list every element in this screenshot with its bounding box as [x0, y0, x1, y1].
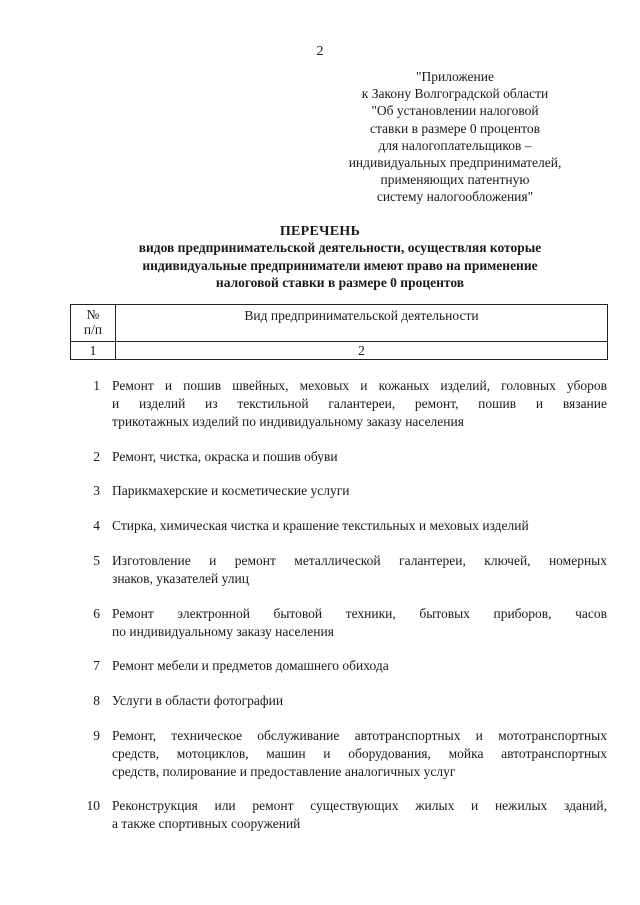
item-line: Стирка, химическая чистка и крашение текстильных и меховых изделий: [112, 518, 529, 533]
item-number: 7: [93, 658, 100, 673]
item-line: средств, полирование и предоставление аналогичных услуг: [112, 764, 456, 779]
item-text: [112, 605, 607, 641]
item-line: Изготовление и ремонт металлической галантереи, ключей, номерных: [112, 553, 607, 568]
item-line: Ремонт, техническое обслуживание автотранспортных и мототранспортных: [112, 728, 607, 743]
item-text: [112, 692, 607, 710]
appendix-line: индивидуальных предпринимателей,: [348, 155, 562, 171]
subtitle-line: видов предпринимательской деятельности, осуществляя которые: [138, 240, 542, 255]
item-line: Парикмахерские и косметические услуги: [112, 483, 350, 498]
appendix-line: ставки в размере 0 процентов: [369, 120, 540, 136]
item-line: средств, мотоциклов, машин и оборудования, мойка автотранспортных: [112, 746, 607, 761]
header-table: [70, 304, 608, 360]
document-title: ПЕРЕЧЕНЬ: [279, 224, 361, 239]
subtitle-line: налоговой ставки в размере 0 процентов: [215, 275, 465, 290]
item-line: Ремонт мебели и предметов домашнего обихода: [112, 658, 389, 673]
subtitle-line: индивидуальные предприниматели имеют право на применение: [142, 257, 538, 273]
item-line: Ремонт, чистка, окраска и пошив обуви: [112, 449, 338, 464]
item-text: [112, 657, 607, 675]
item-number: 10: [86, 798, 100, 813]
item-number: 1: [93, 378, 100, 393]
appendix-line: "Об установлении налоговой: [371, 103, 539, 119]
item-line: Реконструкция или ремонт существующих жилых и нежилых зданий,: [112, 798, 607, 813]
item-number: 5: [93, 553, 100, 568]
appendix-line: систему налогообложения": [376, 189, 534, 205]
item-line: трикотажных изделий по индивидуальному заказу населения: [112, 414, 464, 429]
num-header-line2: п/п: [83, 322, 103, 337]
item-line: Ремонт и пошив швейных, меховых и кожаных изделий, головных уборов: [112, 378, 607, 393]
appendix-line: применяющих патентную: [380, 172, 530, 188]
item-line: знаков, указателей улиц: [112, 571, 249, 586]
num-column-header: [71, 305, 116, 342]
item-line: по индивидуальному заказу населения: [112, 624, 334, 639]
item-text: [112, 552, 607, 588]
item-number: 4: [93, 518, 100, 533]
item-line: Услуги в области фотографии: [112, 693, 284, 708]
kind-column-header: [116, 305, 608, 342]
item-line: Ремонт электронной бытовой техники, бытовых приборов, часов: [112, 606, 607, 621]
item-number: 6: [93, 606, 100, 621]
num-header-line1: №: [86, 307, 100, 322]
item-text: [112, 448, 607, 466]
item-line: а также спортивных сооружений: [112, 816, 301, 831]
item-number: 9: [93, 728, 100, 743]
appendix-line: "Приложение: [416, 69, 494, 84]
kind-header-text: Вид предпринимательской деятельности: [244, 308, 479, 323]
document-subtitle: [80, 239, 600, 292]
page-number: 2: [316, 44, 324, 59]
appendix-line: для налогоплательщиков –: [378, 137, 532, 153]
item-number: 2: [93, 449, 100, 464]
item-number: 8: [93, 693, 100, 708]
item-text: [112, 517, 607, 535]
column-index-1: 1: [71, 342, 116, 360]
item-number: 3: [93, 483, 100, 498]
item-text: [112, 377, 607, 431]
item-text: [112, 727, 607, 781]
item-text: [112, 482, 607, 500]
appendix-note: [340, 68, 570, 206]
column-index-2: 2: [116, 342, 608, 360]
item-line: и изделий из текстильной галантереи, ремонт, пошив и вязание: [112, 396, 607, 411]
appendix-line: к Закону Волгоградской области: [361, 86, 549, 102]
item-text: [112, 797, 607, 833]
